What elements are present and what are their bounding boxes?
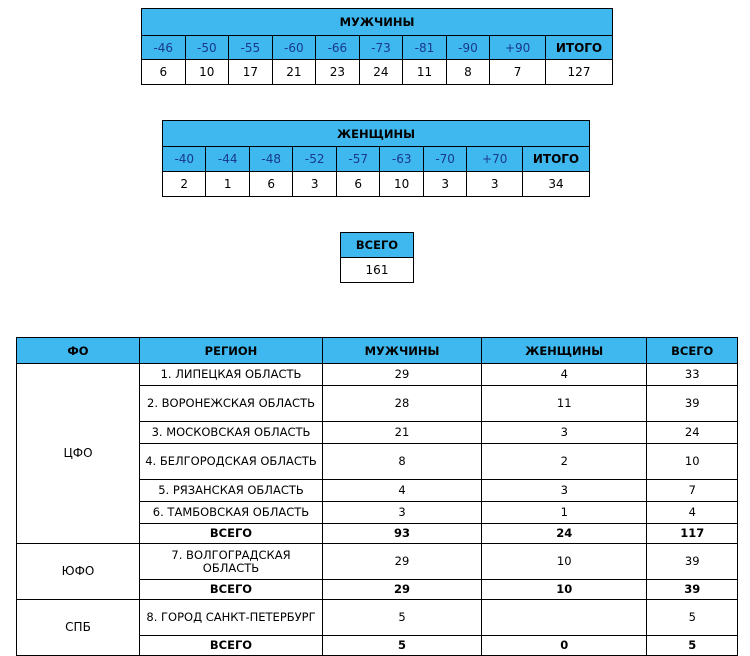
region-cell: 6. ТАМБОВСКАЯ ОБЛАСТЬ [140,502,323,524]
women-count: 1 [206,172,249,197]
grand-total-title: ВСЕГО [341,233,414,258]
fo-cell: СПБ [17,600,140,656]
region-cell: 3. МОСКОВСКАЯ ОБЛАСТЬ [140,422,323,444]
men-total-header: ИТОГО [546,36,613,60]
women-cell: 10 [481,544,647,580]
table-row [17,600,738,636]
men-category: -46 [142,36,186,60]
women-cell: 3 [481,422,647,444]
column-header-fo: ФО [17,338,140,364]
fo-cell: ЮФО [17,544,140,600]
women-total-header: ИТОГО [523,147,590,172]
men-category: -60 [272,36,316,60]
women-cell: 1 [481,502,647,524]
region-cell: 8. ГОРОД САНКТ-ПЕТЕРБУРГ [140,600,323,636]
region-cell: 2. ВОРОНЕЖСКАЯ ОБЛАСТЬ [140,386,323,422]
men-count: 11 [403,60,447,85]
column-header-women: ЖЕНЩИНЫ [481,338,647,364]
subtotal-total: 117 [647,524,738,544]
men-cell: 4 [323,480,482,502]
grand-total-value: 161 [341,258,414,283]
subtotal-men: 5 [323,636,482,656]
total-cell: 10 [647,444,738,480]
subtotal-women: 10 [481,580,647,600]
women-category: -52 [293,147,336,172]
men-cell: 3 [323,502,482,524]
women-weight-table [162,120,590,197]
men-category: -55 [229,36,273,60]
men-count: 24 [359,60,403,85]
women-cell: 4 [481,364,647,386]
men-category: -50 [185,36,229,60]
men-table-title: МУЖЧИНЫ [142,9,613,36]
men-cell: 21 [323,422,482,444]
men-total-value: 127 [546,60,613,85]
men-category: -81 [403,36,447,60]
subtotal-total: 39 [647,580,738,600]
region-cell: 7. ВОЛГОГРАДСКАЯ ОБЛАСТЬ [140,544,323,580]
column-header-men: МУЖЧИНЫ [323,338,482,364]
women-count: 6 [336,172,379,197]
total-cell: 4 [647,502,738,524]
subtotal-label: ВСЕГО [140,580,323,600]
fo-cell: ЦФО [17,364,140,544]
men-category: -73 [359,36,403,60]
column-header-region: РЕГИОН [140,338,323,364]
men-category: +90 [490,36,546,60]
women-cell [481,600,647,636]
subtotal-men: 93 [323,524,482,544]
women-count: 2 [163,172,206,197]
grand-total-table [340,232,414,283]
women-category: -48 [249,147,292,172]
total-cell: 39 [647,386,738,422]
table-row [17,364,738,386]
women-count: 3 [467,172,523,197]
men-cell: 29 [323,544,482,580]
men-cell: 28 [323,386,482,422]
subtotal-men: 29 [323,580,482,600]
men-count: 23 [316,60,360,85]
men-count: 21 [272,60,316,85]
region-cell: 1. ЛИПЕЦКАЯ ОБЛАСТЬ [140,364,323,386]
women-category: -40 [163,147,206,172]
regions-header-row [17,338,738,364]
men-count: 8 [446,60,490,85]
women-count: 3 [423,172,466,197]
men-count: 17 [229,60,273,85]
region-cell: 5. РЯЗАНСКАЯ ОБЛАСТЬ [140,480,323,502]
men-count: 10 [185,60,229,85]
region-cell: 4. БЕЛГОРОДСКАЯ ОБЛАСТЬ [140,444,323,480]
total-cell: 24 [647,422,738,444]
table-row [17,544,738,580]
men-category: -90 [446,36,490,60]
column-header-total: ВСЕГО [647,338,738,364]
total-cell: 7 [647,480,738,502]
women-category: -70 [423,147,466,172]
subtotal-women: 0 [481,636,647,656]
men-cell: 8 [323,444,482,480]
women-cell: 2 [481,444,647,480]
women-category: +70 [467,147,523,172]
women-count: 3 [293,172,336,197]
women-count: 10 [380,172,423,197]
subtotal-women: 24 [481,524,647,544]
total-cell: 5 [647,600,738,636]
regions-table [16,337,738,656]
subtotal-label: ВСЕГО [140,524,323,544]
total-cell: 33 [647,364,738,386]
men-cell: 29 [323,364,482,386]
men-count: 7 [490,60,546,85]
men-cell: 5 [323,600,482,636]
subtotal-label: ВСЕГО [140,636,323,656]
women-category: -63 [380,147,423,172]
women-category: -44 [206,147,249,172]
women-table-title: ЖЕНЩИНЫ [163,121,590,147]
women-total-value: 34 [523,172,590,197]
women-cell: 3 [481,480,647,502]
subtotal-total: 5 [647,636,738,656]
men-weight-table [141,8,613,85]
women-category: -57 [336,147,379,172]
women-count: 6 [249,172,292,197]
men-category: -66 [316,36,360,60]
women-cell: 11 [481,386,647,422]
men-count: 6 [142,60,186,85]
total-cell: 39 [647,544,738,580]
